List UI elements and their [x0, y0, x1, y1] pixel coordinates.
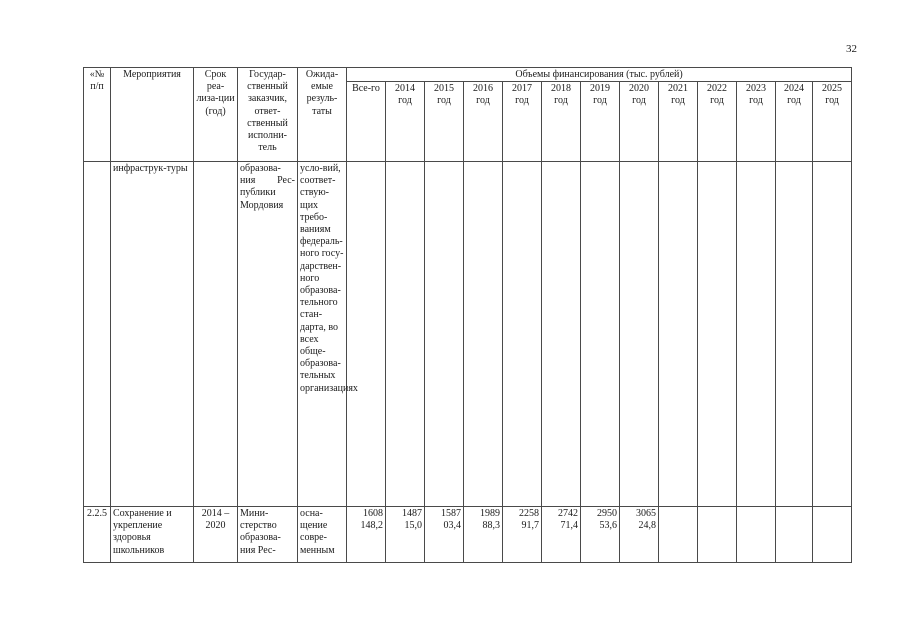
cell-value-total: 1608 148,2	[347, 507, 386, 563]
year-header-2021: 2021 год	[659, 82, 698, 162]
cell-value-2023	[737, 507, 776, 563]
cell-value-2018: 2742 71,4	[542, 507, 581, 563]
header-financing: Объемы финансирования (тыс. рублей)	[347, 68, 852, 82]
year-header-2022: 2022 год	[698, 82, 737, 162]
year-header-2025: 2025 год	[813, 82, 852, 162]
cell-value-2020: 3065 24,8	[620, 507, 659, 563]
cell-value-2017: 2258 91,7	[503, 507, 542, 563]
cell-term: 2014 – 2020	[194, 507, 238, 563]
cell-value	[347, 162, 386, 507]
year-header-2023: 2023 год	[737, 82, 776, 162]
table-row	[84, 162, 852, 507]
funding-table	[83, 67, 852, 563]
cell-value	[581, 162, 620, 507]
cell-value-2022	[698, 507, 737, 563]
cell-value	[776, 162, 813, 507]
cell-value	[698, 162, 737, 507]
cell-customer: Мини-стерство образова-ния Рес-	[238, 507, 298, 563]
year-header-2015: 2015 год	[425, 82, 464, 162]
cell-value	[737, 162, 776, 507]
table-row	[84, 507, 852, 563]
cell-measures: инфраструк-туры	[111, 162, 194, 507]
cell-value-2015: 1587 03,4	[425, 507, 464, 563]
year-header-total: Все-го	[347, 82, 386, 162]
cell-num: 2.2.5	[84, 507, 111, 563]
cell-value-2025	[813, 507, 852, 563]
header-customer: Государ-ственный заказчик, ответ-ственный исполни-тель	[238, 68, 298, 162]
cell-value	[386, 162, 425, 507]
cell-customer: образова-ния Рес-публики Мордовия	[238, 162, 298, 507]
year-header-2020: 2020 год	[620, 82, 659, 162]
year-header-2018: 2018 год	[542, 82, 581, 162]
year-header-2016: 2016 год	[464, 82, 503, 162]
cell-value-2019: 2950 53,6	[581, 507, 620, 563]
cell-value	[813, 162, 852, 507]
cell-value	[542, 162, 581, 507]
page-number: 32	[846, 43, 857, 55]
cell-value	[425, 162, 464, 507]
cell-value-2021	[659, 507, 698, 563]
cell-value	[503, 162, 542, 507]
cell-value-2014: 1487 15,0	[386, 507, 425, 563]
cell-term	[194, 162, 238, 507]
cell-value	[659, 162, 698, 507]
header-num: «№ п/п	[84, 68, 111, 162]
year-header-2019: 2019 год	[581, 82, 620, 162]
cell-value-2016: 1989 88,3	[464, 507, 503, 563]
cell-expected: усло-вий, соответ-ствую-щих требо-ваниям федераль-ного госу-дарствен-ного образова-тельного стан-дарта, во всех обще-образова-тельных организациях	[298, 162, 347, 507]
header-expected: Ожида-емые резуль-таты	[298, 68, 347, 162]
cell-value	[620, 162, 659, 507]
cell-value	[464, 162, 503, 507]
cell-measures: Сохранение и укрепление здоровья школьников	[111, 507, 194, 563]
header-measures: Мероприятия	[111, 68, 194, 162]
cell-value-2024	[776, 507, 813, 563]
cell-num	[84, 162, 111, 507]
year-header-2014: 2014 год	[386, 82, 425, 162]
year-header-2017: 2017 год	[503, 82, 542, 162]
cell-expected: осна-щение совре-менным	[298, 507, 347, 563]
year-header-2024: 2024 год	[776, 82, 813, 162]
header-term: Срок реа-лиза-ции (год)	[194, 68, 238, 162]
